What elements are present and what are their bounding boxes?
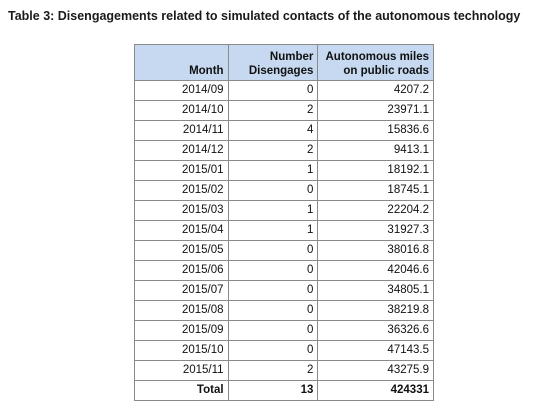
cell-month: 2015/01 xyxy=(135,161,229,181)
cell-disengagements: 0 xyxy=(228,261,318,281)
cell-month: 2015/10 xyxy=(135,341,229,361)
cell-miles: 22204.2 xyxy=(318,201,434,221)
total-miles: 424331 xyxy=(318,381,434,401)
cell-miles: 36326.6 xyxy=(318,321,434,341)
table-row xyxy=(135,261,434,281)
cell-disengagements: 0 xyxy=(228,321,318,341)
table-row xyxy=(135,181,434,201)
cell-month: 2014/09 xyxy=(135,81,229,101)
cell-disengagements: 0 xyxy=(228,81,318,101)
cell-miles: 23971.1 xyxy=(318,101,434,121)
cell-month: 2014/10 xyxy=(135,101,229,121)
cell-miles: 38016.8 xyxy=(318,241,434,261)
cell-disengagements: 1 xyxy=(228,161,318,181)
header-miles: Autonomous miles on public roads xyxy=(318,45,434,81)
cell-miles: 31927.3 xyxy=(318,221,434,241)
cell-miles: 34805.1 xyxy=(318,281,434,301)
cell-disengagements: 0 xyxy=(228,301,318,321)
cell-month: 2015/11 xyxy=(135,361,229,381)
cell-miles: 18192.1 xyxy=(318,161,434,181)
cell-disengagements: 0 xyxy=(228,341,318,361)
cell-miles: 18745.1 xyxy=(318,181,434,201)
cell-disengagements: 1 xyxy=(228,221,318,241)
cell-miles: 9413.1 xyxy=(318,141,434,161)
header-row xyxy=(135,45,434,81)
cell-miles: 15836.6 xyxy=(318,121,434,141)
cell-month: 2015/09 xyxy=(135,321,229,341)
cell-month: 2015/04 xyxy=(135,221,229,241)
cell-miles: 42046.6 xyxy=(318,261,434,281)
table-row xyxy=(135,161,434,181)
cell-disengagements: 0 xyxy=(228,181,318,201)
cell-miles: 47143.5 xyxy=(318,341,434,361)
cell-miles: 43275.9 xyxy=(318,361,434,381)
header-disengagements: Number Disengages xyxy=(228,45,318,81)
cell-disengagements: 1 xyxy=(228,201,318,221)
total-label: Total xyxy=(135,381,229,401)
cell-disengagements: 4 xyxy=(228,121,318,141)
total-row xyxy=(135,381,434,401)
disengagements-table xyxy=(134,44,434,401)
cell-month: 2015/02 xyxy=(135,181,229,201)
cell-disengagements: 2 xyxy=(228,141,318,161)
table-row xyxy=(135,221,434,241)
cell-miles: 4207.2 xyxy=(318,81,434,101)
table-row xyxy=(135,361,434,381)
cell-disengagements: 2 xyxy=(228,101,318,121)
table-row xyxy=(135,281,434,301)
table-row xyxy=(135,301,434,321)
table-row xyxy=(135,341,434,361)
table-row xyxy=(135,321,434,341)
cell-month: 2014/12 xyxy=(135,141,229,161)
table-row xyxy=(135,141,434,161)
cell-month: 2015/07 xyxy=(135,281,229,301)
total-disengagements: 13 xyxy=(228,381,318,401)
cell-disengagements: 2 xyxy=(228,361,318,381)
table-row xyxy=(135,81,434,101)
table-caption: Table 3: Disengagements related to simulated contacts of the autonomous technology xyxy=(8,9,521,23)
cell-month: 2015/08 xyxy=(135,301,229,321)
table-row xyxy=(135,201,434,221)
cell-month: 2015/05 xyxy=(135,241,229,261)
cell-disengagements: 0 xyxy=(228,281,318,301)
cell-month: 2015/03 xyxy=(135,201,229,221)
table-row xyxy=(135,241,434,261)
table-row xyxy=(135,121,434,141)
cell-disengagements: 0 xyxy=(228,241,318,261)
header-month: Month xyxy=(135,45,229,81)
table-row xyxy=(135,101,434,121)
cell-month: 2015/06 xyxy=(135,261,229,281)
cell-miles: 38219.8 xyxy=(318,301,434,321)
cell-month: 2014/11 xyxy=(135,121,229,141)
